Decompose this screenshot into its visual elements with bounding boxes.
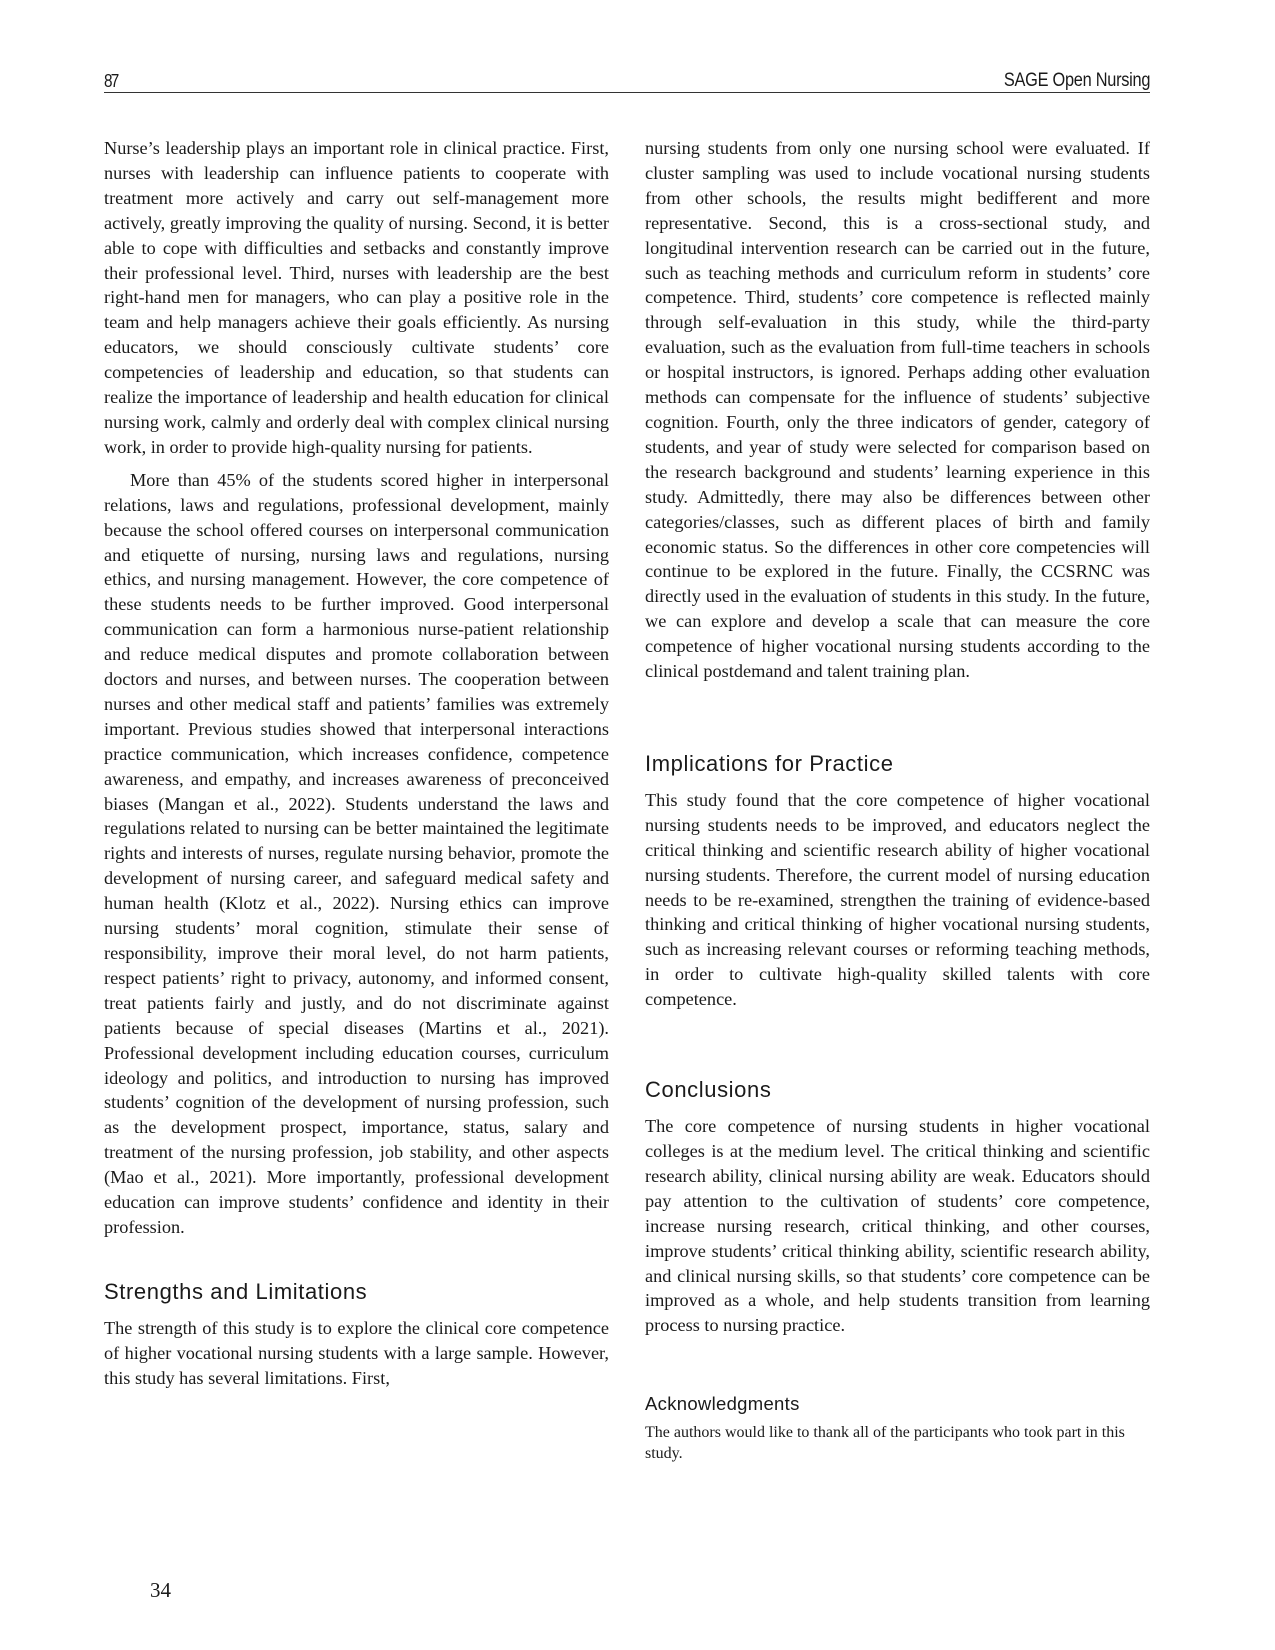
journal-name: SAGE Open Nursing [1003, 70, 1150, 91]
header-page-number: 87 [104, 71, 118, 91]
body-paragraph: The core competence of nursing students in higher vocational colleges is at the medium level. The critical thinking and scientific research ability, clinical nursing ability are weak. Educators should pay attention to the cultivation of students’ core competence, increase nursing research, critical thinking, and other courses, improve students’ critical thinking ability, scientific research ability, and clinical nursing skills, so that students’ core competence can be improved as a whole, and help students transition from learning process to nursing practice. [645, 1116, 1150, 1336]
body-paragraph: The strength of this study is to explore the clinical core competence of higher vocational nursing students with a large sample. However, this study has several limitations. First, [104, 1317, 609, 1388]
section-heading-acknowledgments: Acknowledgments [645, 1393, 800, 1415]
footer-page-number: 34 [150, 1578, 171, 1602]
section-heading-conclusions: Conclusions [645, 1077, 772, 1103]
body-paragraph: More than 45% of the students scored higher in interpersonal relations, laws and regulations, professional development, mainly because the school offered courses on interpersonal communication and etiquette of nursing, nursing laws and regulations, nursing ethics, and nursing management. However, the core competence of these students needs to be further improved. Good interpersonal communication can form a harmonious nurse-patient relationship and reduce medical disputes and promote collaboration between doctors and nurses, and between nurses. The cooperation between nurses and other medical staff and patients’ families was extremely important. Previous studies showed that interpersonal interactions practice communication, which increases confidence, competence awareness, and empathy, and increases awareness of preconceived biases (Mangan et al., 2022). Students understand the laws and regulations related to nursing can be better maintained the legitimate rights and interests of nurses, regulate nursing behavior, promote the development of nursing career, and safeguard medical safety and human health (Klotz et al., 2022). Nursing ethics can improve nursing students’ moral cognition, stimulate their sense of responsibility, improve their moral level, do not harm patients, respect patients’ right to privacy, autonomy, and informed consent, treat patients fairly and justly, and do not discriminate against patients because of special diseases (Martins et al., 2021). Professional development including education courses, curriculum ideology and politics, and introduction to nursing has improved students’ cognition of the development of nursing profession, such as the development prospect, importance, status, salary and treatment of the nursing profession, job stability, and other aspects (Mao et al., 2021). More importantly, professional development education can improve students’ confidence and identity in their profession. [104, 469, 609, 1237]
body-paragraph: Nurse’s leadership plays an important role in clinical practice. First, nurses with leadership can influence patients to cooperate with treatment more actively and carry out self-management more actively, greatly improving the quality of nursing. Second, it is better able to cope with difficulties and setbacks and constantly improve their professional level. Third, nurses with leadership are the best right-hand men for managers, who can play a positive role in the team and help managers achieve their goals efficiently. As nursing educators, we should consciously cultivate students’ core competencies of leadership and education, so that students can realize the importance of leadership and health education for clinical nursing work, calmly and orderly deal with complex clinical nursing work, in order to provide high-quality nursing for patients. [104, 138, 609, 457]
running-header [104, 70, 1150, 93]
left-column [104, 136, 609, 1391]
body-paragraph: This study found that the core competence of higher vocational nursing students needs to be improved, and educators neglect the critical thinking and scientific research ability of higher vocational nursing students. Therefore, the current model of nursing education needs to be re-examined, strengthen the training of evidence-based thinking and critical thinking of higher vocational nursing students, such as increasing relevant courses or reforming teaching methods, in order to cultivate high-quality skilled talents with core competence. [645, 789, 1150, 1010]
acknowledgments-text: The authors would like to thank all of the participants who took part in this study. [645, 1424, 1125, 1463]
section-heading-implications: Implications for Practice [645, 750, 894, 776]
right-column [645, 136, 1150, 1464]
section-heading-strengths: Strengths and Limitations [104, 1278, 368, 1304]
body-paragraph: nursing students from only one nursing school were evaluated. If cluster sampling was used to include vocational nursing students from other schools, the results might bedifferent and more representative. Second, this is a cross-sectional study, and longitudinal intervention research can be carried out in the future, such as teaching methods and curriculum reform in students’ core competence. Third, students’ core competence is reflected mainly through self-evaluation in this study, while the third-party evaluation, such as the evaluation from full-time teachers in schools or hospital instructors, is ignored. Perhaps adding other evaluation methods can compensate for the influence of students’ subjective cognition. Fourth, only the three indicators of gender, category of students, and year of study were selected for comparison based on the research background and students’ learning experience in this study. Admittedly, there may also be differences between other categories/classes, such as different places of birth and family economic status. So the differences in other core competencies will continue to be explored in the future. Finally, the CCSRNC was directly used in the evaluation of students in this study. In the future, we can explore and develop a scale that can measure the core competence of higher vocational nursing students according to the clinical postdemand and talent training plan. [645, 138, 1150, 682]
